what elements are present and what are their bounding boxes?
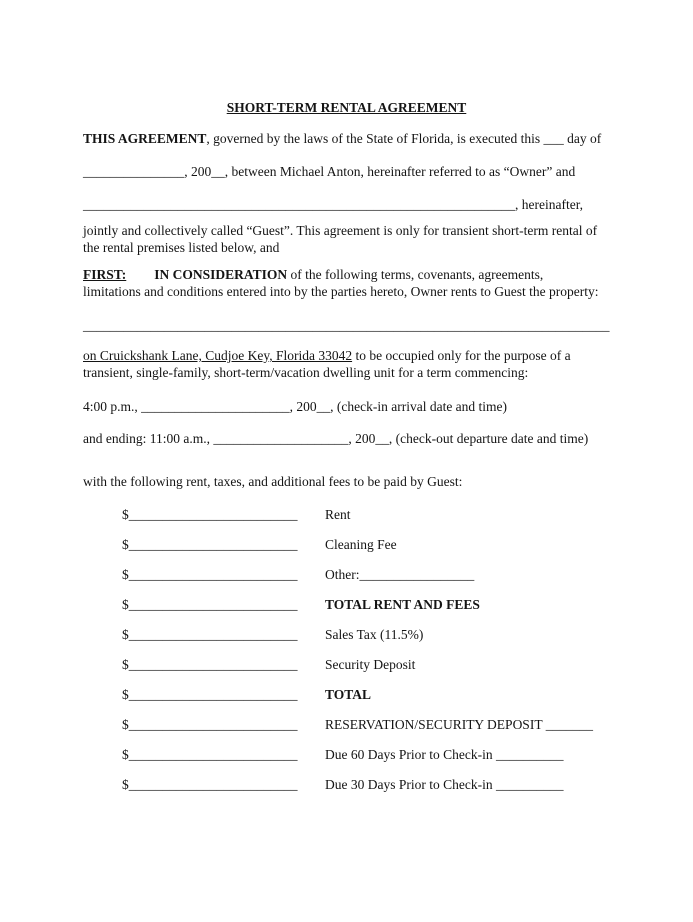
- fee-amount-blank: $_________________________: [122, 627, 298, 642]
- property-line-1: [83, 347, 610, 364]
- fee-row-reservation-security-deposit: [83, 716, 610, 733]
- first-clause-line-1: [83, 266, 610, 283]
- fee-row-due-60-days: [83, 746, 610, 763]
- fee-row-cleaning-fee: [83, 536, 610, 553]
- fee-amount-blank: $_________________________: [122, 657, 298, 672]
- fee-row-total: [83, 686, 610, 703]
- fee-amount-blank: $_________________________: [122, 507, 298, 522]
- checkout-line: and ending: 11:00 a.m., ____________________, 200__, (check-out departure date and time): [83, 431, 589, 446]
- intro-paragraph-2: [83, 222, 610, 256]
- property-description-blank: ______________________________________________________________________________: [83, 318, 610, 333]
- intro-line-2: _______________, 200__, between Michael Anton, hereinafter referred to as “Owner” and: [83, 164, 576, 179]
- fee-amount-blank: $_________________________: [122, 777, 298, 792]
- fee-amount-blank: $_________________________: [122, 717, 298, 732]
- intro-line-1-bold: THIS AGREEMENT: [83, 131, 207, 146]
- intro-line-1: [83, 130, 610, 147]
- fee-row-due-30-days: [83, 776, 610, 793]
- fees-intro: with the following rent, taxes, and additional fees to be paid by Guest:: [83, 474, 463, 489]
- fee-row-other: [83, 566, 610, 583]
- first-clause-keyword: IN CONSIDERATION: [154, 267, 288, 282]
- fee-row-total-rent-and-fees: [83, 596, 610, 613]
- guest-name-blank: ________________________________________________________________: [83, 197, 515, 212]
- fee-amount-blank: $_________________________: [122, 597, 298, 612]
- first-clause: [83, 266, 610, 300]
- property-line-2: transient, single-family, short-term/vacation dwelling unit for a term commencing:: [83, 365, 529, 380]
- fee-label: Due 60 Days Prior to Check-in __________: [325, 747, 564, 762]
- property-address: on Cruickshank Lane, Cudjoe Key, Florida 33042: [83, 348, 353, 363]
- intro-line-4: jointly and collectively called “Guest”. This agreement is only for transient short-term rental of: [83, 223, 598, 238]
- fee-amount-blank: $_________________________: [122, 567, 298, 582]
- property-paragraph: [83, 347, 610, 381]
- document-title: SHORT-TERM RENTAL AGREEMENT: [226, 100, 467, 115]
- property-line-1-rest: to be occupied only for the purpose of a: [352, 348, 571, 363]
- checkin-line: 4:00 p.m., ______________________, 200__, (check-in arrival date and time): [83, 399, 508, 414]
- intro-line-3: [83, 196, 610, 213]
- document-content: [83, 99, 610, 793]
- fee-label: Cleaning Fee: [325, 537, 397, 552]
- fee-label: RESERVATION/SECURITY DEPOSIT _______: [325, 717, 593, 732]
- first-clause-line-2: limitations and conditions entered into by the parties hereto, Owner rents to Guest the property:: [83, 284, 599, 299]
- fee-label: Security Deposit: [325, 657, 416, 672]
- fee-label: Sales Tax (11.5%): [325, 627, 424, 642]
- fee-amount-blank: $_________________________: [122, 687, 298, 702]
- first-clause-rest: of the following terms, covenants, agreements,: [287, 267, 544, 282]
- intro-line-1-rest: , governed by the laws of the State of Florida, is executed this ___ day of: [206, 131, 602, 146]
- fee-label: TOTAL RENT AND FEES: [325, 597, 480, 612]
- fee-amount-blank: $_________________________: [122, 747, 298, 762]
- fee-label: Rent: [325, 507, 351, 522]
- first-clause-label: FIRST:: [83, 267, 127, 282]
- intro-line-3-rest: , hereinafter,: [515, 197, 584, 212]
- fee-row-sales-tax: [83, 626, 610, 643]
- intro-line-5: the rental premises listed below, and: [83, 240, 280, 255]
- fee-label: Other:_________________: [325, 567, 475, 582]
- fee-label: Due 30 Days Prior to Check-in __________: [325, 777, 564, 792]
- fee-amount-blank: $_________________________: [122, 537, 298, 552]
- fee-table: [83, 506, 610, 793]
- fee-row-rent: [83, 506, 610, 523]
- fee-label: TOTAL: [325, 687, 372, 702]
- fee-row-security-deposit: [83, 656, 610, 673]
